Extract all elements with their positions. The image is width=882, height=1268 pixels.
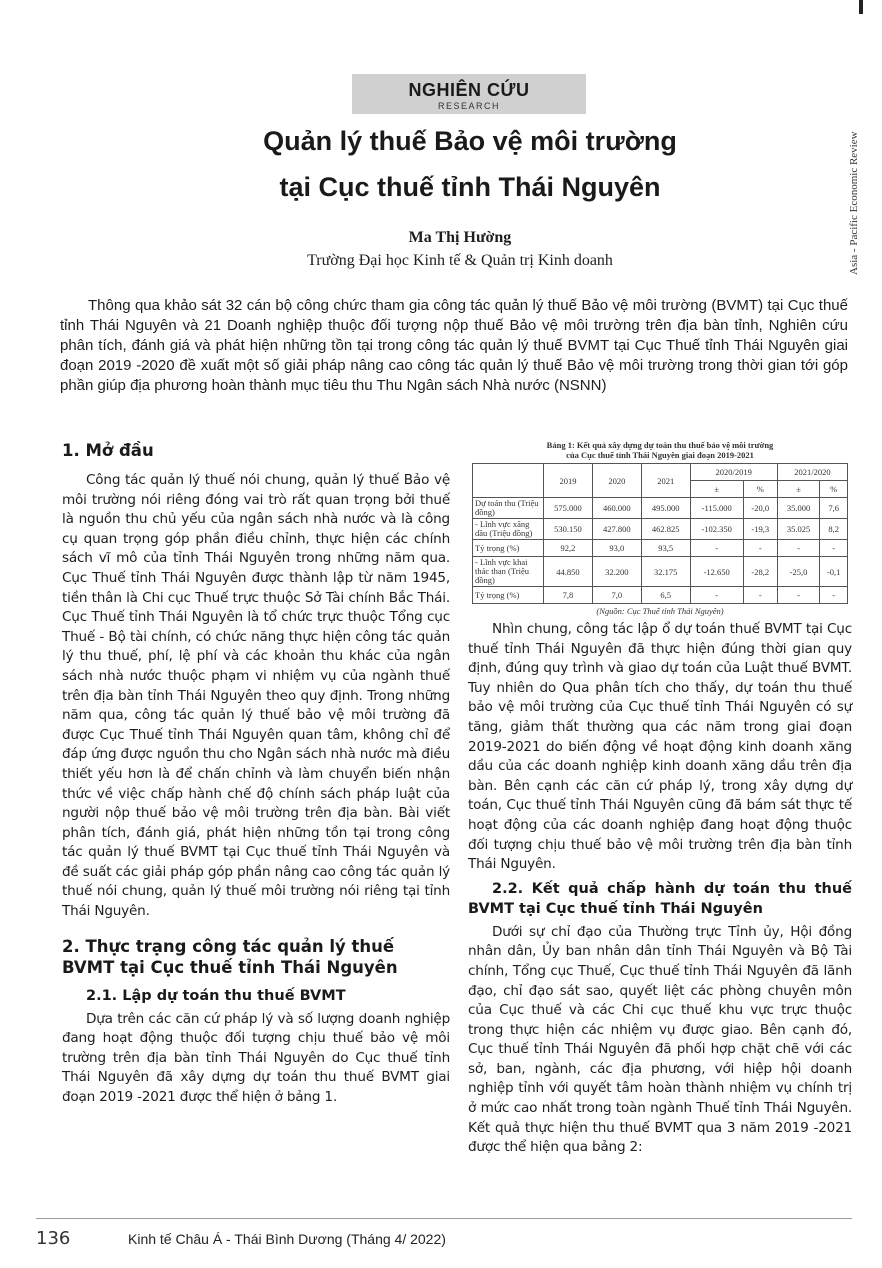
table-cell: - [743, 587, 777, 604]
table-cell: - [690, 587, 743, 604]
section-label-en: RESEARCH [437, 101, 500, 111]
table-row-label: Tỷ trọng (%) [473, 540, 544, 557]
section-header [352, 74, 586, 114]
table-cell: - [777, 587, 820, 604]
section-label: NGHIÊN CỨU [408, 80, 530, 100]
heading-introduction: 1. Mở đầu [62, 441, 154, 460]
table-cell: 35.000 [777, 498, 820, 519]
paragraph-2-1 [62, 1010, 450, 1108]
table-cell: 32.175 [641, 557, 690, 587]
table-cell: 462.825 [641, 519, 690, 540]
table-cell: 92,2 [544, 540, 593, 557]
footer-divider [36, 1218, 852, 1219]
table-cell: -102.350 [690, 519, 743, 540]
paragraph-table-discussion [468, 620, 852, 875]
table-cell: 575.000 [544, 498, 593, 519]
paragraph-text: Công tác quản lý thuế nói chung, quản lý thuế Bảo vệ môi trường nói riêng đóng vai trò rất quan trọng bởi thuế là nguồn thu chủ yếu của ngân sách nhà nước và là công cụ quan trọng góp phần điều chỉnh, thực hiện các chính sách vĩ mô của tỉnh Thái Nguyên trong những năm qua. Cục Thuế tỉnh Thái Nguyên được thành lập từ năm 1945, tiền thân là Chi cục Thuế trực thuộc Sở Tài chính Bắc Thái. Cục Thuế tỉnh Thái Nguyên là tổ chức trực thuộc Tổng cục Thuế - Bộ tài chính, có chức năng thực hiện công tác quản lý thu thuế, phí, lệ phí và các khoản thu khác của ngân sách nhà nước thuộc phạm vi nhiệm vụ của ngành thuế trên địa bàn tỉnh Thái Nguyên theo quy định. Trong những năm qua, công tác quản lý thuế bảo vệ môi trường đã được Cục Thuế tỉnh Thái Nguyên quan tâm, không chỉ để đáp ứng được nguồn thu cho Ngân sách nhà nước mà điều thiết yếu hơn là để chấn chỉnh và làm chuyển biến nhận thức về việc chấp hành chế độ chính sách pháp luật của người nộp thuế bảo vệ môi trường trên địa bàn. Bài viết phân tích, đánh giá, phát hiện những tồn tại trong công tác quản lý thuế BVMT tại Cục thuế tỉnh Thái Nguyên và đề suất các giải pháp góp phần nâng cao công tác quản lý thuế nói chung, quản lý thuế môi trường nói riêng tại tỉnh Thái Nguyên. [62, 472, 450, 920]
table-cell: 460.000 [592, 498, 641, 519]
table-header-sub: ± [777, 481, 820, 498]
table-cell: - [820, 540, 848, 557]
table-header-sub: % [743, 481, 777, 498]
article-title-line-1: Quản lý thuế Bảo vệ môi trường [263, 126, 677, 156]
heading-subsection-2-2: 2.2. Kết quả chấp hành dự toán thu thuế BVMT tại Cục thuế tỉnh Thái Nguyên [468, 880, 852, 917]
abstract [60, 296, 848, 396]
table-cell: 530.150 [544, 519, 593, 540]
table-cell: 7,0 [592, 587, 641, 604]
table-row [473, 498, 848, 519]
table-caption-line-1: Bảng 1: Kết quả xây dựng dự toán thu thuế bảo vệ môi trường [546, 440, 774, 450]
table-cell: -12.650 [690, 557, 743, 587]
table-header-sub: % [820, 481, 848, 498]
left-column [62, 440, 450, 1108]
table-cell: -0,1 [820, 557, 848, 587]
table-cell: -20,0 [743, 498, 777, 519]
table-1 [472, 440, 848, 616]
table-cell: 7,8 [544, 587, 593, 604]
table-header-year: 2021 [641, 464, 690, 498]
page-number: 136 [36, 1228, 71, 1249]
heading-subsection-2-1: 2.1. Lập dự toán thu thuế BVMT [86, 987, 346, 1004]
table-cell: 93,0 [592, 540, 641, 557]
table-cell: 93,5 [641, 540, 690, 557]
table-cell: -28,2 [743, 557, 777, 587]
table-cell: 44.850 [544, 557, 593, 587]
page-corner-mark [859, 0, 863, 14]
right-column [468, 620, 852, 1158]
table-cell: - [820, 587, 848, 604]
table-header-empty [473, 464, 544, 498]
heading-section-2: 2. Thực trạng công tác quản lý thuế BVMT tại Cục thuế tỉnh Thái Nguyên [62, 936, 398, 977]
paragraph-2-2 [468, 923, 852, 1158]
table-cell: 32.200 [592, 557, 641, 587]
table-caption-line-2: của Cục thuế tỉnh Thái Nguyên giai đoạn 2019-2021 [566, 450, 754, 460]
table-row [473, 557, 848, 587]
table-cell: -19,3 [743, 519, 777, 540]
author-affiliation: Trường Đại học Kinh tế & Quản trị Kinh doanh [307, 252, 613, 269]
table-cell: - [777, 540, 820, 557]
table-header-group: 2021/2020 [777, 464, 847, 481]
table-row-label: - Lĩnh vực xăng dầu (Triệu đồng) [473, 519, 544, 540]
table-row [473, 540, 848, 557]
table-cell: 35.025 [777, 519, 820, 540]
table-cell: 8,2 [820, 519, 848, 540]
table-row-label: Tỷ trọng (%) [473, 587, 544, 604]
table-row [473, 519, 848, 540]
table-row [473, 587, 848, 604]
table-cell: 6,5 [641, 587, 690, 604]
table-cell: - [690, 540, 743, 557]
journal-side-label: Asia - Pacific Economic Review [848, 131, 860, 275]
table-1-grid [472, 463, 848, 604]
table-cell: -115.000 [690, 498, 743, 519]
journal-footer: Kinh tế Châu Á - Thái Bình Dương (Tháng 4/ 2022) [128, 1231, 446, 1247]
table-cell: -25,0 [777, 557, 820, 587]
author-name: Ma Thị Hường [408, 229, 512, 246]
table-row-label: Dự toán thu (Triệu đồng) [473, 498, 544, 519]
paragraph-text: Dưới sự chỉ đạo của Thường trực Tỉnh ủy, Hội đồng nhân dân, Ủy ban nhân dân tỉnh Thái Nguyên và Bộ Tài chính, Tổng cục Thuế, Cục thuế tỉnh Thái Nguyên đã lãnh đạo, chỉ đạo sát sao, quyết liệt các phòng chuyên môn của Cục thuế và các Chi cục thuế khu vực trực thuộc trong thực hiện các nhiệm vụ được giao. Bên cạnh đó, Cục thuế tỉnh Thái Nguyên đã phối hợp chặt chẽ với các sở, ban, ngành, các địa phương, với hiệp hội doanh nghiệp tỉnh với quyết tâm hoàn thành nhiệm vụ chính trị ở mức cao nhất trong toàn ngành Thuế tỉnh Thái Nguyên. Kết quả thực hiện thu thuế BVMT qua 3 năm 2019 -2021 được thể hiện qua bảng 2: [468, 923, 852, 1156]
table-header-year: 2020 [592, 464, 641, 498]
table-header-sub: ± [690, 481, 743, 498]
table-cell: 495.000 [641, 498, 690, 519]
table-cell: 7,6 [820, 498, 848, 519]
paragraph-text: Nhìn chung, công tác lập ổ dự toán thuế BVMT tại Cục thuế tỉnh Thái Nguyên đã thực hiện đúng thời gian quy định, đúng quy trình và giao dự toán của Luật thuế BVMT. Tuy nhiên do Qua phân tích cho thấy, dự toán thu thuế bảo vệ môi trường của Cục thuế tỉnh Thái Nguyên có sự tăng, giảm thất thường qua các năm trong giai đoạn 2019-2021 do biến động về hoạt động kinh doanh xăng dầu của các doanh nghiệp kinh doanh xăng dầu trên địa bàn. Bên cạnh các căn cứ pháp lý, trong xây dựng dự toán, Cục thuế tỉnh Thái Nguyên cũng đã bám sát thực tế hoạt động của các doanh nghiệp đang hoạt động thuộc đối tượng chịu thuế bảo vệ môi trường trên địa bàn tỉnh Thái Nguyên. [468, 621, 852, 873]
paragraph-text: Dựa trên các căn cứ pháp lý và số lượng doanh nghiệp đang hoạt động thuộc đối tượng chịu thuế bảo vệ môi trường trên địa bàn tỉnh Thái Nguyên do Cục thuế tỉnh Thái Nguyên đã xây dựng dự toán thu thuế BVMT giai đoạn 2019 -2021 được thể hiện ở bảng 1. [62, 1010, 450, 1106]
paragraph-introduction [62, 471, 450, 922]
table-row-label: - Lĩnh vực khai thác than (Triệu đồng) [473, 557, 544, 587]
table-cell: - [743, 540, 777, 557]
table-header-year: 2019 [544, 464, 593, 498]
table-header-group: 2020/2019 [690, 464, 777, 481]
abstract-text: Thông qua khảo sát 32 cán bộ công chức tham gia công tác quản lý thuế Bảo vệ môi trường (BVMT) tại Cục thuế tỉnh Thái Nguyên và 21 Doanh nghiệp thuộc đối tượng nộp thuế Bảo vệ môi trường trên địa bàn tỉnh, Nghiên cứu phân tích, đánh giá và phát hiện những tồn tại trong công tác quản lý thuế BVMT tại Cục Thuế tỉnh Thái Nguyên giai đoạn 2019 -2020 đề xuất một số giải pháp nâng cao công tác quản lý thuế Bảo vệ môi trường trong thời gian tới góp phần giúp địa phương hoàn thành mục tiêu thu Thu Ngân sách Nhà nước (NSNN) [60, 297, 848, 394]
table-source: (Nguồn: Cục Thuế tỉnh Thái Nguyên) [596, 606, 724, 616]
article-title-line-2: tại Cục thuế tỉnh Thái Nguyên [279, 172, 661, 202]
table-cell: 427.800 [592, 519, 641, 540]
